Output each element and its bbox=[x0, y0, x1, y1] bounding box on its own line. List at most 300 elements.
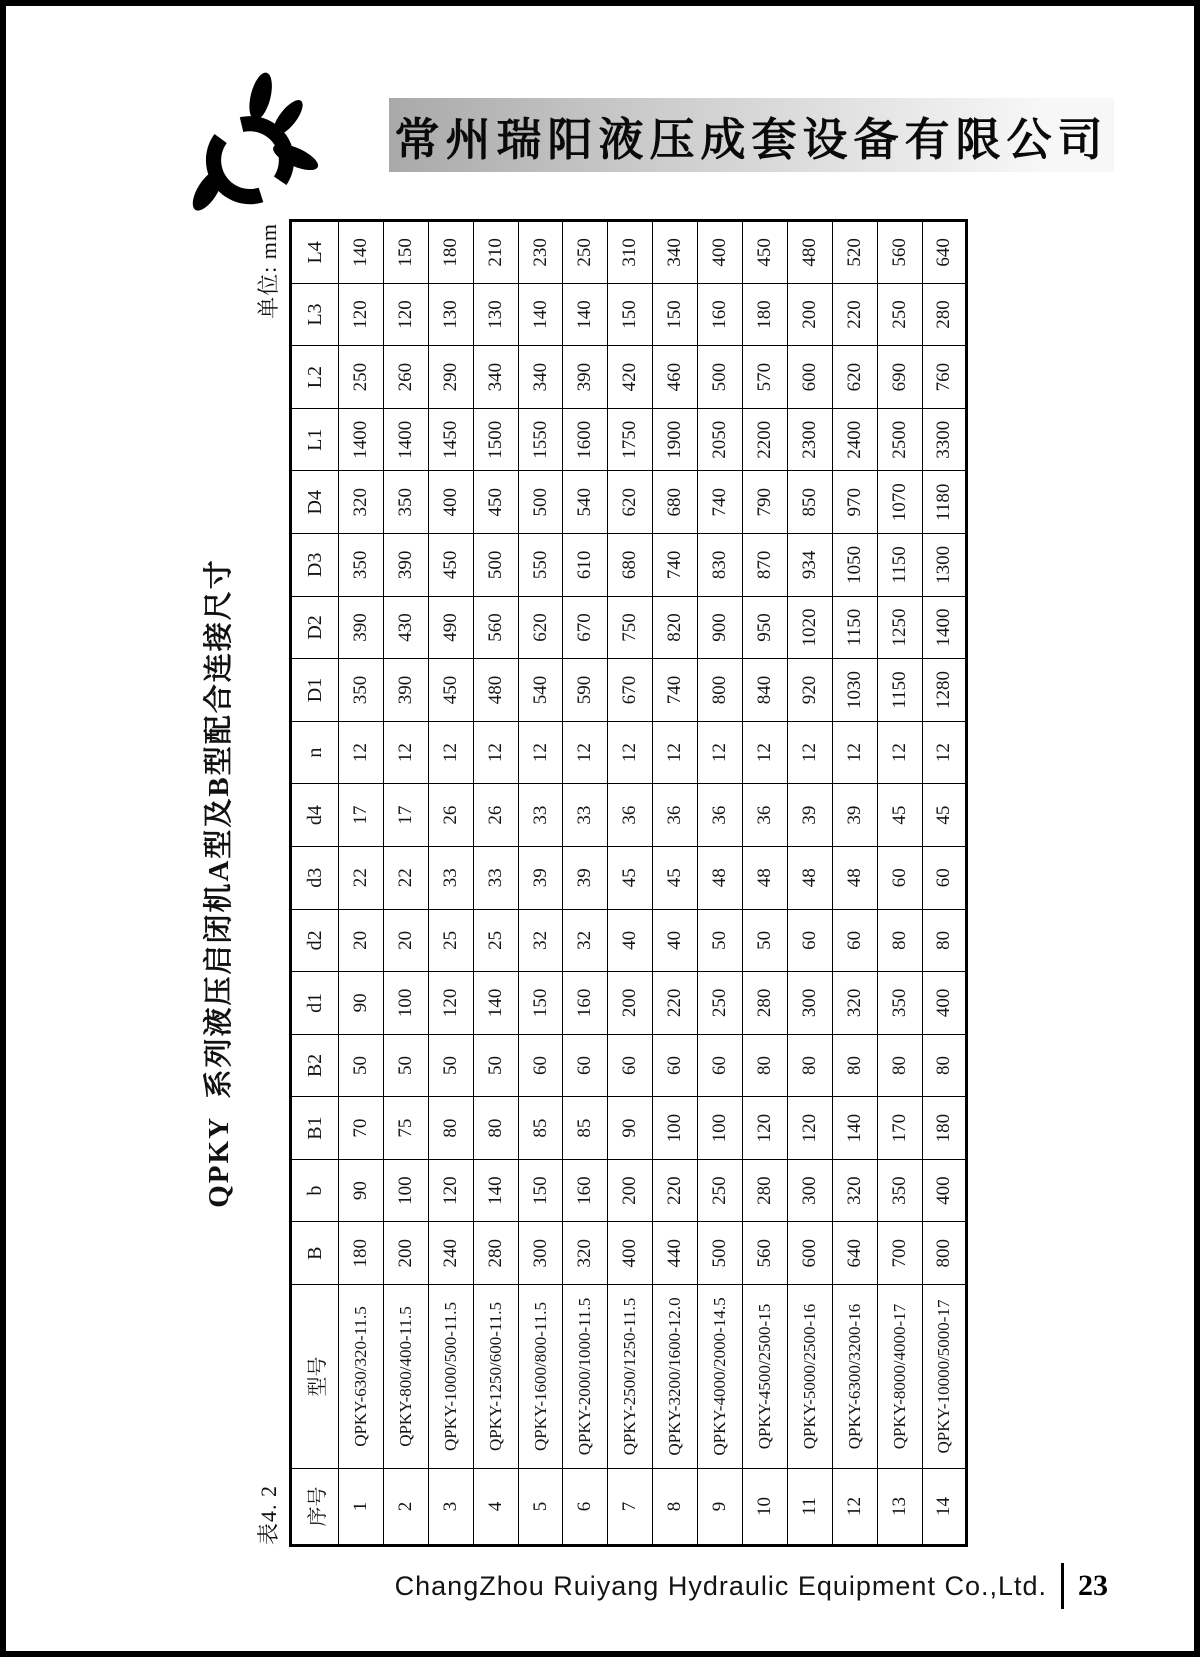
dimension-cell: 12 bbox=[877, 721, 922, 784]
dimension-cell: 12 bbox=[922, 721, 967, 784]
dimension-cell: 50 bbox=[743, 909, 788, 972]
dimension-cell: 140 bbox=[518, 283, 563, 346]
dimension-cell: 1030 bbox=[832, 659, 877, 722]
dimension-cell: 390 bbox=[339, 596, 384, 659]
dimension-cell: 140 bbox=[473, 972, 518, 1035]
dimension-cell: 200 bbox=[383, 1222, 428, 1285]
dimension-cell: 50 bbox=[473, 1034, 518, 1097]
dimension-cell: 150 bbox=[608, 283, 653, 346]
dimension-cell: 1500 bbox=[473, 408, 518, 471]
dimension-cell: 26 bbox=[428, 784, 473, 847]
dimension-cell: 26 bbox=[473, 784, 518, 847]
dimension-cell: 120 bbox=[428, 1159, 473, 1222]
dimension-cell: 1180 bbox=[922, 471, 967, 534]
dimension-cell: 500 bbox=[473, 534, 518, 597]
dimension-cell: 1020 bbox=[787, 596, 832, 659]
table-row bbox=[383, 221, 428, 1546]
dimension-cell: 230 bbox=[518, 221, 563, 284]
dimension-cell: 180 bbox=[428, 221, 473, 284]
dimension-cell: 520 bbox=[832, 221, 877, 284]
dimension-cell: 160 bbox=[698, 283, 743, 346]
column-header: L3 bbox=[291, 283, 339, 346]
serial-cell: 11 bbox=[787, 1469, 832, 1546]
dimension-cell: 400 bbox=[428, 471, 473, 534]
dimension-cell: 1750 bbox=[608, 408, 653, 471]
dimension-cell: 150 bbox=[653, 283, 698, 346]
serial-cell: 8 bbox=[653, 1469, 698, 1546]
dimension-cell: 80 bbox=[787, 1034, 832, 1097]
dimension-cell: 620 bbox=[608, 471, 653, 534]
dimension-cell: 1550 bbox=[518, 408, 563, 471]
column-header: B1 bbox=[291, 1097, 339, 1160]
dimension-cell: 390 bbox=[383, 534, 428, 597]
rotated-table-block bbox=[199, 219, 967, 1547]
company-name: 常州瑞阳液压成套设备有限公司 bbox=[394, 114, 1109, 165]
serial-cell: 12 bbox=[832, 1469, 877, 1546]
dimension-cell: 350 bbox=[877, 1159, 922, 1222]
dimension-cell: 90 bbox=[339, 972, 384, 1035]
dimension-cell: 75 bbox=[383, 1097, 428, 1160]
dimension-cell: 440 bbox=[653, 1222, 698, 1285]
dimension-cell: 60 bbox=[698, 1034, 743, 1097]
column-header: d4 bbox=[291, 784, 339, 847]
serial-cell: 14 bbox=[922, 1469, 967, 1546]
dimension-cell: 540 bbox=[563, 471, 608, 534]
dimension-cell: 45 bbox=[653, 846, 698, 909]
dimension-cell: 33 bbox=[473, 846, 518, 909]
table-row bbox=[428, 221, 473, 1546]
dimension-cell: 45 bbox=[877, 784, 922, 847]
dimension-cell: 150 bbox=[383, 221, 428, 284]
serial-cell: 13 bbox=[877, 1469, 922, 1546]
dimension-cell: 590 bbox=[563, 659, 608, 722]
dimension-cell: 45 bbox=[922, 784, 967, 847]
dimension-cell: 320 bbox=[563, 1222, 608, 1285]
dimension-cell: 690 bbox=[877, 346, 922, 409]
dimension-cell: 12 bbox=[518, 721, 563, 784]
dimension-cell: 1150 bbox=[877, 659, 922, 722]
dimension-cell: 12 bbox=[653, 721, 698, 784]
dimension-cell: 60 bbox=[787, 909, 832, 972]
page-number: 23 bbox=[1078, 1569, 1108, 1602]
dimension-cell: 25 bbox=[428, 909, 473, 972]
model-cell: QPKY-10000/5000-17 bbox=[922, 1285, 967, 1469]
model-cell: QPKY-2000/1000-11.5 bbox=[563, 1285, 608, 1469]
dimension-cell: 25 bbox=[473, 909, 518, 972]
dimension-cell: 250 bbox=[877, 283, 922, 346]
table-row bbox=[922, 221, 967, 1546]
column-header: L4 bbox=[291, 221, 339, 284]
dimension-cell: 200 bbox=[787, 283, 832, 346]
dimension-cell: 350 bbox=[339, 534, 384, 597]
dimension-cell: 400 bbox=[922, 1159, 967, 1222]
dimension-cell: 80 bbox=[832, 1034, 877, 1097]
dimension-cell: 60 bbox=[608, 1034, 653, 1097]
dimension-cell: 17 bbox=[339, 784, 384, 847]
dimension-cell: 610 bbox=[563, 534, 608, 597]
serial-cell: 2 bbox=[383, 1469, 428, 1546]
page-footer bbox=[395, 1563, 1108, 1609]
dimension-cell: 12 bbox=[473, 721, 518, 784]
dimension-cell: 1450 bbox=[428, 408, 473, 471]
dimension-cell: 22 bbox=[383, 846, 428, 909]
dimension-cell: 740 bbox=[698, 471, 743, 534]
dimension-cell: 2200 bbox=[743, 408, 788, 471]
dimension-cell: 80 bbox=[473, 1097, 518, 1160]
dimension-cell: 820 bbox=[653, 596, 698, 659]
dimension-cell: 85 bbox=[563, 1097, 608, 1160]
dimension-cell: 12 bbox=[339, 721, 384, 784]
dimension-cell: 22 bbox=[339, 846, 384, 909]
dimension-cell: 350 bbox=[339, 659, 384, 722]
dimension-cell: 50 bbox=[428, 1034, 473, 1097]
table-row bbox=[608, 221, 653, 1546]
dimension-cell: 480 bbox=[473, 659, 518, 722]
model-cell: QPKY-5000/2500-16 bbox=[787, 1285, 832, 1469]
dimension-cell: 100 bbox=[653, 1097, 698, 1160]
dimension-cell: 840 bbox=[743, 659, 788, 722]
dimension-cell: 1400 bbox=[383, 408, 428, 471]
dimension-cell: 600 bbox=[787, 346, 832, 409]
dimension-cell: 32 bbox=[518, 909, 563, 972]
dimension-cell: 1300 bbox=[922, 534, 967, 597]
dimension-cell: 200 bbox=[608, 972, 653, 1035]
table-row bbox=[877, 221, 922, 1546]
dimension-cell: 48 bbox=[698, 846, 743, 909]
dimension-cell: 250 bbox=[339, 346, 384, 409]
dimension-cell: 17 bbox=[383, 784, 428, 847]
column-header: B bbox=[291, 1222, 339, 1285]
model-cell: QPKY-4500/2500-15 bbox=[743, 1285, 788, 1469]
dimension-cell: 300 bbox=[787, 972, 832, 1035]
dimension-cell: 140 bbox=[832, 1097, 877, 1160]
dimension-cell: 430 bbox=[383, 596, 428, 659]
dimension-cell: 180 bbox=[922, 1097, 967, 1160]
dimension-cell: 33 bbox=[518, 784, 563, 847]
dimension-cell: 170 bbox=[877, 1097, 922, 1160]
dimension-cell: 850 bbox=[787, 471, 832, 534]
dimension-cell: 150 bbox=[518, 1159, 563, 1222]
dimension-cell: 640 bbox=[922, 221, 967, 284]
dimension-cell: 3300 bbox=[922, 408, 967, 471]
dimension-cell: 750 bbox=[608, 596, 653, 659]
dimension-cell: 140 bbox=[563, 283, 608, 346]
column-header: L1 bbox=[291, 408, 339, 471]
dimension-cell: 450 bbox=[743, 221, 788, 284]
serial-cell: 1 bbox=[339, 1469, 384, 1546]
column-header: b bbox=[291, 1159, 339, 1222]
dimension-cell: 790 bbox=[743, 471, 788, 534]
dimension-cell: 80 bbox=[877, 1034, 922, 1097]
table-row bbox=[698, 221, 743, 1546]
dimension-cell: 130 bbox=[428, 283, 473, 346]
dimension-cell: 560 bbox=[473, 596, 518, 659]
dimension-cell: 800 bbox=[698, 659, 743, 722]
dimension-cell: 33 bbox=[428, 846, 473, 909]
dimension-cell: 220 bbox=[832, 283, 877, 346]
dimension-cell: 800 bbox=[922, 1222, 967, 1285]
dimension-cell: 220 bbox=[653, 972, 698, 1035]
dimension-cell: 900 bbox=[698, 596, 743, 659]
serial-cell: 6 bbox=[563, 1469, 608, 1546]
dimension-cell: 1400 bbox=[922, 596, 967, 659]
dimension-cell: 80 bbox=[743, 1034, 788, 1097]
dimension-cell: 390 bbox=[383, 659, 428, 722]
dimension-cell: 1400 bbox=[339, 408, 384, 471]
dimension-cell: 70 bbox=[339, 1097, 384, 1160]
dimension-cell: 60 bbox=[877, 846, 922, 909]
dimension-cell: 340 bbox=[653, 221, 698, 284]
dimension-cell: 33 bbox=[563, 784, 608, 847]
dimension-cell: 350 bbox=[383, 471, 428, 534]
model-cell: QPKY-1600/800-11.5 bbox=[518, 1285, 563, 1469]
column-header: 型号 bbox=[291, 1285, 339, 1469]
dimension-cell: 90 bbox=[339, 1159, 384, 1222]
model-cell: QPKY-2500/1250-11.5 bbox=[608, 1285, 653, 1469]
dimension-cell: 20 bbox=[339, 909, 384, 972]
model-cell: QPKY-4000/2000-14.5 bbox=[698, 1285, 743, 1469]
dimension-cell: 1280 bbox=[922, 659, 967, 722]
table-title: QPKY 系列液压启闭机A型及B型配合连接尺寸 bbox=[203, 558, 235, 1208]
column-header: d1 bbox=[291, 972, 339, 1035]
dimension-cell: 100 bbox=[383, 972, 428, 1035]
dimension-cell: 12 bbox=[383, 721, 428, 784]
dimension-cell: 45 bbox=[608, 846, 653, 909]
dimension-cell: 12 bbox=[832, 721, 877, 784]
dimension-cell: 12 bbox=[563, 721, 608, 784]
dimension-cell: 340 bbox=[473, 346, 518, 409]
dimension-cell: 1150 bbox=[877, 534, 922, 597]
dimension-cell: 36 bbox=[743, 784, 788, 847]
dimension-cell: 460 bbox=[653, 346, 698, 409]
dimension-cell: 500 bbox=[518, 471, 563, 534]
dimension-cell: 400 bbox=[922, 972, 967, 1035]
dimension-cell: 2400 bbox=[832, 408, 877, 471]
dimension-cell: 560 bbox=[877, 221, 922, 284]
dimension-cell: 12 bbox=[608, 721, 653, 784]
dimension-cell: 12 bbox=[787, 721, 832, 784]
table-row bbox=[653, 221, 698, 1546]
table-row bbox=[473, 221, 518, 1546]
dimension-cell: 50 bbox=[698, 909, 743, 972]
dimension-cell: 60 bbox=[563, 1034, 608, 1097]
landscape-table-area bbox=[199, 219, 967, 1547]
dimension-cell: 500 bbox=[698, 346, 743, 409]
dimension-cell: 620 bbox=[832, 346, 877, 409]
dimension-cell: 80 bbox=[428, 1097, 473, 1160]
dimension-cell: 300 bbox=[787, 1159, 832, 1222]
dimension-cell: 250 bbox=[698, 972, 743, 1035]
dimension-cell: 560 bbox=[743, 1222, 788, 1285]
dimension-cell: 85 bbox=[518, 1097, 563, 1160]
dimension-cell: 350 bbox=[877, 972, 922, 1035]
dimension-cell: 760 bbox=[922, 346, 967, 409]
dimension-cell: 920 bbox=[787, 659, 832, 722]
dimension-cell: 1250 bbox=[877, 596, 922, 659]
dimension-cell: 400 bbox=[608, 1222, 653, 1285]
dimension-cell: 60 bbox=[832, 909, 877, 972]
dimension-cell: 280 bbox=[743, 1159, 788, 1222]
dimension-cell: 36 bbox=[698, 784, 743, 847]
column-header: d2 bbox=[291, 909, 339, 972]
dimension-cell: 90 bbox=[608, 1097, 653, 1160]
dimension-cell: 740 bbox=[653, 534, 698, 597]
column-header: D1 bbox=[291, 659, 339, 722]
column-header: L2 bbox=[291, 346, 339, 409]
dimension-cell: 80 bbox=[922, 909, 967, 972]
dimension-cell: 180 bbox=[339, 1222, 384, 1285]
dimension-cell: 320 bbox=[832, 1159, 877, 1222]
dimension-cell: 310 bbox=[608, 221, 653, 284]
dimension-cell: 39 bbox=[563, 846, 608, 909]
serial-cell: 9 bbox=[698, 1469, 743, 1546]
dimension-cell: 970 bbox=[832, 471, 877, 534]
dimension-cell: 180 bbox=[743, 283, 788, 346]
column-header: 序号 bbox=[291, 1469, 339, 1546]
dimension-cell: 340 bbox=[518, 346, 563, 409]
footer-company-en: ChangZhou Ruiyang Hydraulic Equipment Co.,Ltd. bbox=[394, 1570, 1047, 1601]
table-row bbox=[518, 221, 563, 1546]
dimension-cell: 640 bbox=[832, 1222, 877, 1285]
dimension-cell: 480 bbox=[787, 221, 832, 284]
dimension-cell: 420 bbox=[608, 346, 653, 409]
dimension-cell: 32 bbox=[563, 909, 608, 972]
dimension-cell: 280 bbox=[473, 1222, 518, 1285]
dimension-cell: 150 bbox=[518, 972, 563, 1035]
dimension-cell: 140 bbox=[473, 1159, 518, 1222]
dimension-cell: 2050 bbox=[698, 408, 743, 471]
dimension-cell: 120 bbox=[743, 1097, 788, 1160]
dimension-cell: 934 bbox=[787, 534, 832, 597]
dimension-cell: 40 bbox=[653, 909, 698, 972]
dimension-cell: 950 bbox=[743, 596, 788, 659]
dimension-cell: 160 bbox=[563, 972, 608, 1035]
serial-cell: 4 bbox=[473, 1469, 518, 1546]
dimension-cell: 12 bbox=[698, 721, 743, 784]
model-cell: QPKY-800/400-11.5 bbox=[383, 1285, 428, 1469]
dimension-cell: 60 bbox=[653, 1034, 698, 1097]
dimension-cell: 1050 bbox=[832, 534, 877, 597]
dimension-cell: 100 bbox=[698, 1097, 743, 1160]
dimension-cell: 200 bbox=[608, 1159, 653, 1222]
dimension-cell: 500 bbox=[698, 1222, 743, 1285]
dimension-cell: 670 bbox=[563, 596, 608, 659]
dimension-cell: 100 bbox=[383, 1159, 428, 1222]
dimension-cell: 48 bbox=[832, 846, 877, 909]
dimension-cell: 120 bbox=[428, 972, 473, 1035]
model-cell: QPKY-630/320-11.5 bbox=[339, 1285, 384, 1469]
dimension-cell: 60 bbox=[518, 1034, 563, 1097]
column-header: n bbox=[291, 721, 339, 784]
serial-cell: 3 bbox=[428, 1469, 473, 1546]
dimension-cell: 450 bbox=[428, 659, 473, 722]
dimension-cell: 50 bbox=[339, 1034, 384, 1097]
dimension-cell: 600 bbox=[787, 1222, 832, 1285]
dimension-cell: 670 bbox=[608, 659, 653, 722]
column-header: D2 bbox=[291, 596, 339, 659]
dimension-cell: 300 bbox=[518, 1222, 563, 1285]
dimension-cell: 50 bbox=[383, 1034, 428, 1097]
dimension-cell: 220 bbox=[653, 1159, 698, 1222]
company-logo-icon bbox=[164, 72, 336, 224]
dimension-cell: 450 bbox=[473, 471, 518, 534]
dimension-cell: 320 bbox=[832, 972, 877, 1035]
dimension-cell: 36 bbox=[608, 784, 653, 847]
dimension-cell: 320 bbox=[339, 471, 384, 534]
serial-cell: 10 bbox=[743, 1469, 788, 1546]
dimension-cell: 250 bbox=[563, 221, 608, 284]
dimension-cell: 1900 bbox=[653, 408, 698, 471]
dimension-cell: 390 bbox=[563, 346, 608, 409]
dimension-cell: 290 bbox=[428, 346, 473, 409]
table-row bbox=[743, 221, 788, 1546]
dimension-cell: 680 bbox=[653, 471, 698, 534]
dimension-cell: 540 bbox=[518, 659, 563, 722]
dimension-cell: 12 bbox=[743, 721, 788, 784]
dimension-cell: 160 bbox=[563, 1159, 608, 1222]
table-row bbox=[339, 221, 384, 1546]
dimension-cell: 1600 bbox=[563, 408, 608, 471]
table-row bbox=[563, 221, 608, 1546]
dimension-cell: 40 bbox=[608, 909, 653, 972]
dimension-cell: 12 bbox=[428, 721, 473, 784]
dimension-cell: 240 bbox=[428, 1222, 473, 1285]
dimension-cell: 740 bbox=[653, 659, 698, 722]
dimension-cell: 120 bbox=[383, 283, 428, 346]
dimension-cell: 140 bbox=[339, 221, 384, 284]
dimension-cell: 400 bbox=[698, 221, 743, 284]
dimension-cell: 2500 bbox=[877, 408, 922, 471]
column-header: d3 bbox=[291, 846, 339, 909]
dimension-cell: 80 bbox=[922, 1034, 967, 1097]
column-header: B2 bbox=[291, 1034, 339, 1097]
dimension-cell: 620 bbox=[518, 596, 563, 659]
dimension-table bbox=[289, 219, 968, 1547]
unit-label: 单位: mm bbox=[256, 223, 281, 319]
dimension-cell: 60 bbox=[922, 846, 967, 909]
column-header: D3 bbox=[291, 534, 339, 597]
model-cell: QPKY-1250/600-11.5 bbox=[473, 1285, 518, 1469]
dimension-cell: 490 bbox=[428, 596, 473, 659]
dimension-cell: 120 bbox=[787, 1097, 832, 1160]
dimension-cell: 550 bbox=[518, 534, 563, 597]
footer-separator bbox=[1061, 1563, 1064, 1609]
model-cell: QPKY-3200/1600-12.0 bbox=[653, 1285, 698, 1469]
table-header-row bbox=[291, 221, 339, 1546]
table-row bbox=[787, 221, 832, 1546]
dimension-cell: 830 bbox=[698, 534, 743, 597]
dimension-cell: 260 bbox=[383, 346, 428, 409]
dimension-cell: 20 bbox=[383, 909, 428, 972]
dimension-cell: 450 bbox=[428, 534, 473, 597]
dimension-cell: 130 bbox=[473, 283, 518, 346]
serial-cell: 5 bbox=[518, 1469, 563, 1546]
company-name-banner bbox=[389, 98, 1114, 172]
dimension-cell: 48 bbox=[787, 846, 832, 909]
dimension-cell: 210 bbox=[473, 221, 518, 284]
column-header: D4 bbox=[291, 471, 339, 534]
dimension-cell: 2300 bbox=[787, 408, 832, 471]
model-cell: QPKY-6300/3200-16 bbox=[832, 1285, 877, 1469]
dimension-cell: 1150 bbox=[832, 596, 877, 659]
dimension-cell: 39 bbox=[832, 784, 877, 847]
dimension-cell: 570 bbox=[743, 346, 788, 409]
dimension-cell: 36 bbox=[653, 784, 698, 847]
serial-cell: 7 bbox=[608, 1469, 653, 1546]
dimension-cell: 80 bbox=[877, 909, 922, 972]
model-cell: QPKY-1000/500-11.5 bbox=[428, 1285, 473, 1469]
dimension-cell: 1070 bbox=[877, 471, 922, 534]
